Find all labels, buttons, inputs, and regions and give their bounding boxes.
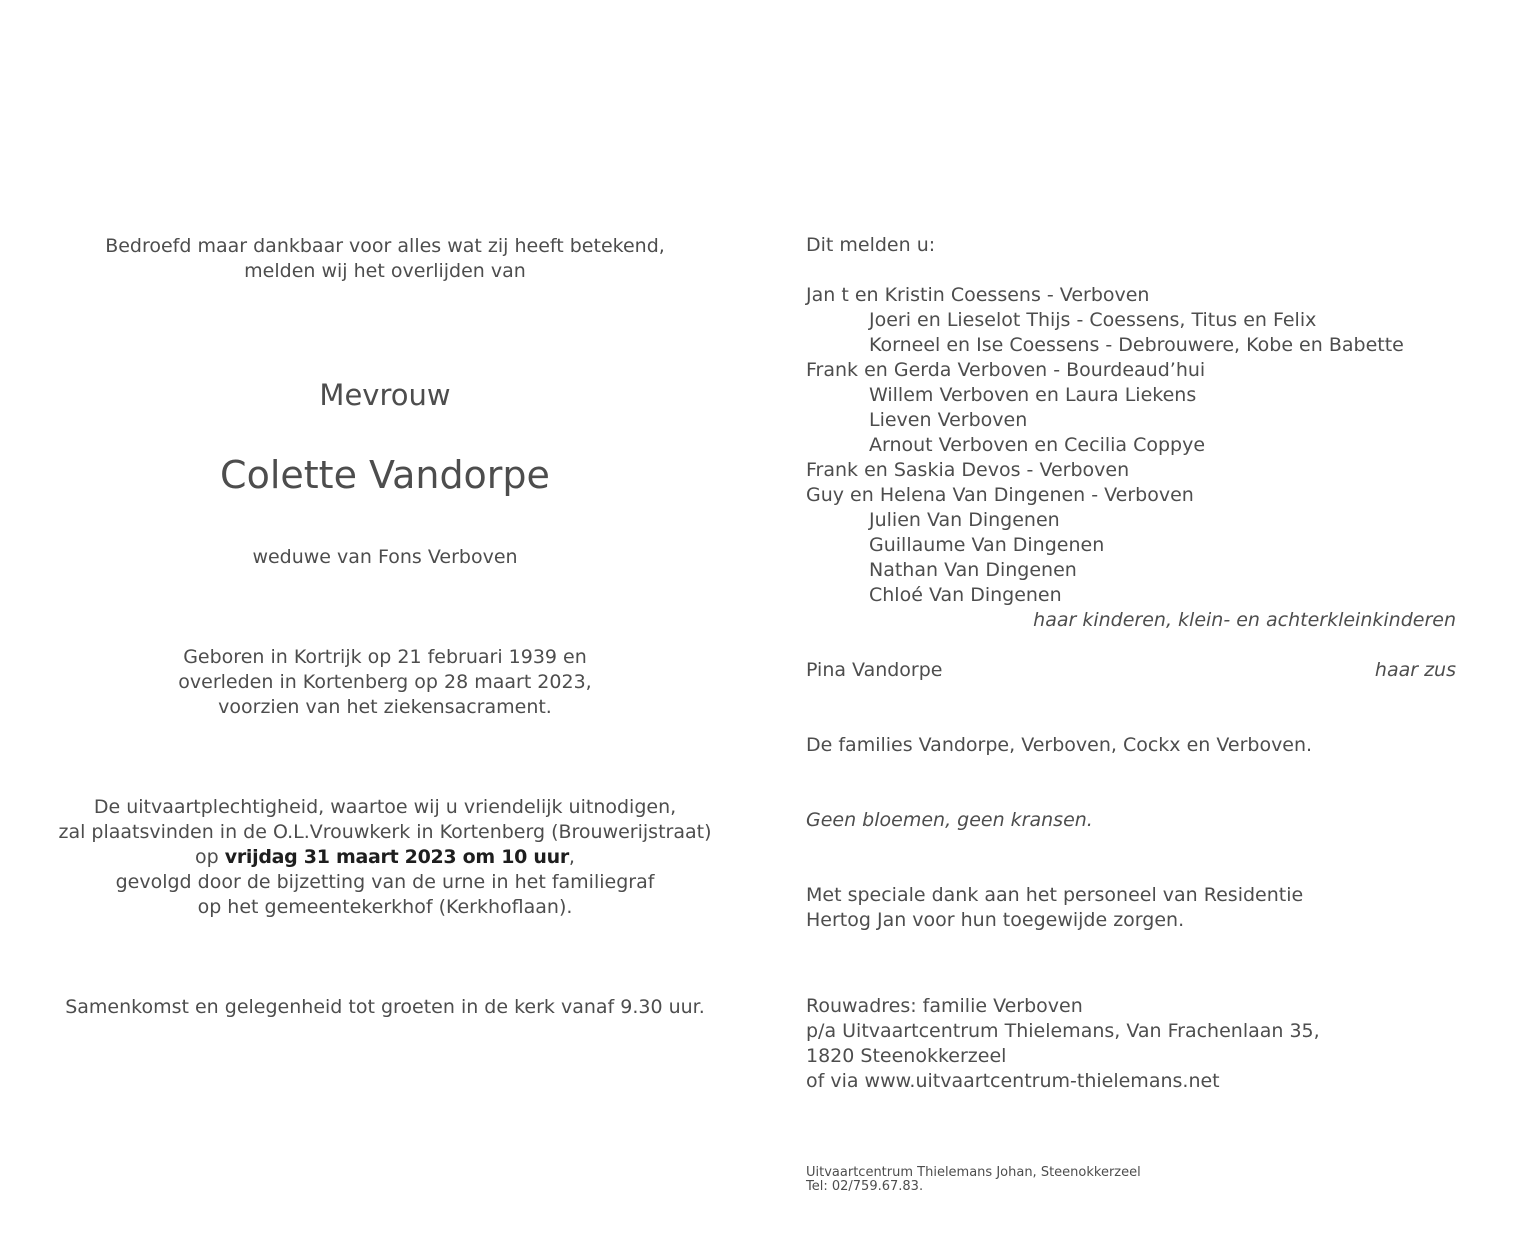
no-flowers-line: Geen bloemen, geen kransen. — [806, 809, 1093, 831]
family-line: Lieven Verboven — [869, 409, 1028, 431]
family-line: Guillaume Van Dingenen — [869, 534, 1105, 556]
intro-line-1: Bedroefd maar dankbaar voor alles wat zij heeft betekend, — [105, 235, 665, 257]
funeral-line-1: De uitvaartplechtigheid, waartoe wij u vriendelijk uitnodigen, — [93, 796, 677, 818]
family-line: Nathan Van Dingenen — [869, 559, 1077, 581]
funeral-line-3 — [0, 845, 770, 870]
family-line: Julien Van Dingenen — [869, 509, 1060, 531]
address-line-2: p/a Uitvaartcentrum Thielemans, Van Frachenlaan 35, — [806, 1020, 1320, 1042]
title-mevrouw: Mevrouw — [319, 378, 451, 412]
footer-line-1: Uitvaartcentrum Thielemans Johan, Steenokkerzeel — [806, 1165, 1141, 1180]
family-line: Korneel en Ise Coessens - Debrouwere, Kobe en Babette — [869, 334, 1404, 356]
gathering-line: Samenkomst en gelegenheid tot groeten in de kerk vanaf 9.30 uur. — [65, 996, 705, 1018]
intro-line-2: melden wij het overlijden van — [244, 260, 526, 282]
family-line: Frank en Gerda Verboven - Bourdeaud’hui — [806, 359, 1206, 381]
deceased-name: Colette Vandorpe — [220, 453, 550, 497]
families-line: De families Vandorpe, Verboven, Cockx en Verboven. — [806, 734, 1313, 756]
family-line: Willem Verboven en Laura Liekens — [869, 384, 1197, 406]
family-line: Guy en Helena Van Dingenen - Verboven — [806, 484, 1194, 506]
sacrament-line: voorzien van het ziekensacrament. — [218, 696, 552, 718]
family-line: Chloé Van Dingenen — [869, 584, 1062, 606]
died-line: overleden in Kortenberg op 28 maart 2023, — [178, 671, 592, 693]
widow-of: weduwe van Fons Verboven — [252, 546, 518, 568]
family-line: Jan t en Kristin Coessens - Verboven — [806, 284, 1150, 306]
announce-line: Dit melden u: — [806, 234, 936, 256]
thanks-line-1: Met speciale dank aan het personeel van Residentie — [806, 884, 1304, 906]
relation-children: haar kinderen, klein- en achterkleinkinderen — [1033, 609, 1456, 631]
footer-line-2: Tel: 02/759.67.83. — [806, 1179, 924, 1194]
sister-relation: haar zus — [1374, 659, 1456, 681]
funeral-date-prefix: op — [195, 846, 225, 868]
funeral-line-2: zal plaatsvinden in de O.L.Vrouwkerk in Kortenberg (Brouwerijstraat) — [58, 821, 712, 843]
funeral-date-suffix: , — [568, 846, 575, 868]
address-line-1: Rouwadres: familie Verboven — [806, 995, 1083, 1017]
family-line: Arnout Verboven en Cecilia Coppye — [869, 434, 1206, 456]
funeral-line-5: op het gemeentekerkhof (Kerkhoflaan). — [197, 896, 573, 918]
family-line: Joeri en Lieselot Thijs - Coessens, Titus en Felix — [869, 309, 1317, 331]
sister-name: Pina Vandorpe — [806, 659, 943, 681]
address-line-3: 1820 Steenokkerzeel — [806, 1045, 1007, 1067]
address-line-4: of via www.uitvaartcentrum-thielemans.net — [806, 1070, 1220, 1092]
family-line: Frank en Saskia Devos - Verboven — [806, 459, 1130, 481]
born-line: Geboren in Kortrijk op 21 februari 1939 en — [183, 646, 587, 668]
funeral-date: vrijdag 31 maart 2023 om 10 uur — [224, 846, 569, 868]
thanks-line-2: Hertog Jan voor hun toegewijde zorgen. — [806, 909, 1185, 931]
funeral-line-4: gevolgd door de bijzetting van de urne in het familiegraf — [115, 871, 655, 893]
